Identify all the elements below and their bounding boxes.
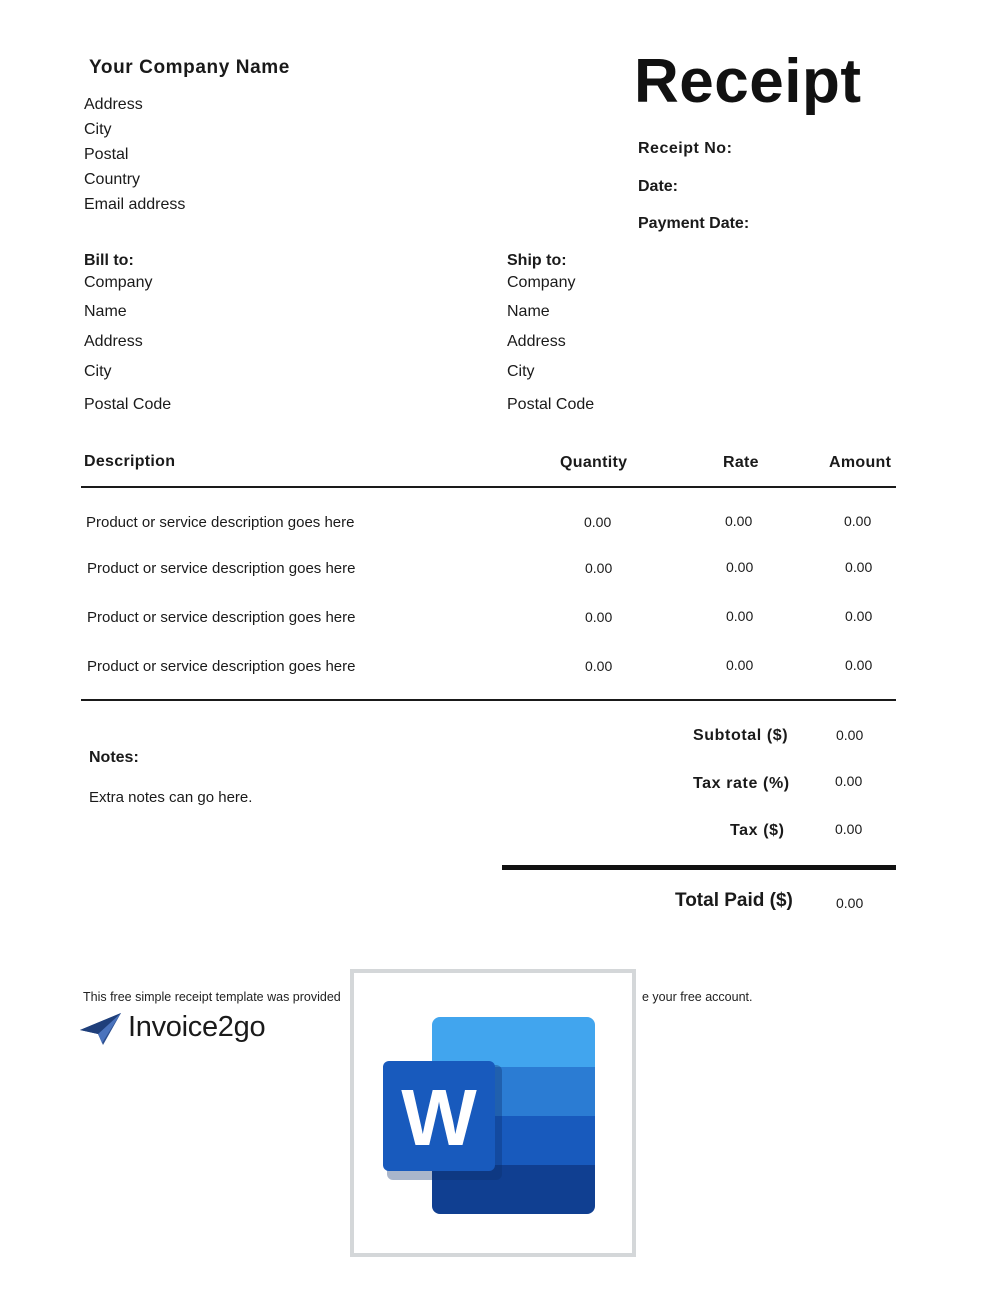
- company-country: Country: [84, 171, 141, 188]
- table-header-divider: [81, 486, 896, 488]
- word-letter: W: [401, 1073, 477, 1162]
- row-rate: 0.00: [726, 559, 754, 575]
- page-title: Receipt: [634, 47, 862, 116]
- tax-rate-value: 0.00: [835, 773, 863, 789]
- footer-text-left: This free simple receipt template was provided: [83, 990, 341, 1004]
- bill-to-name: Name: [84, 303, 127, 320]
- tax-value: 0.00: [835, 821, 863, 837]
- bill-to-address: Address: [84, 333, 143, 350]
- company-name: Your Company Name: [89, 57, 290, 78]
- ship-to-postal-code: Postal Code: [507, 396, 595, 413]
- tax-label: Tax ($): [730, 822, 785, 839]
- ship-to-company: Company: [507, 274, 576, 291]
- bill-to-heading: Bill to:: [84, 252, 134, 269]
- row-quantity: 0.00: [585, 609, 613, 625]
- column-header-amount: Amount: [829, 454, 892, 471]
- microsoft-word-icon: [354, 973, 632, 1253]
- row-quantity: 0.00: [584, 514, 612, 530]
- row-quantity: 0.00: [585, 560, 613, 576]
- notes-text: Extra notes can go here.: [89, 789, 253, 806]
- subtotal-label: Subtotal ($): [693, 727, 789, 744]
- ship-to-address: Address: [507, 333, 566, 350]
- word-icon-frame: [350, 969, 636, 1257]
- bill-to-city: City: [84, 363, 112, 380]
- paper-plane-icon: [80, 1012, 122, 1046]
- row-rate: 0.00: [726, 608, 754, 624]
- total-paid-value: 0.00: [836, 895, 864, 911]
- row-amount: 0.00: [845, 608, 873, 624]
- ship-to-heading: Ship to:: [507, 252, 567, 269]
- total-divider: [502, 865, 896, 870]
- bill-to-postal-code: Postal Code: [84, 396, 172, 413]
- payment-date-label: Payment Date:: [638, 215, 750, 232]
- company-address: Address: [84, 96, 143, 113]
- footer-text-right: e your free account.: [642, 990, 753, 1004]
- row-description: Product or service description goes here: [87, 609, 356, 626]
- company-email: Email address: [84, 196, 186, 213]
- company-city: City: [84, 121, 112, 138]
- row-quantity: 0.00: [585, 658, 613, 674]
- row-description: Product or service description goes here: [86, 514, 355, 531]
- row-description: Product or service description goes here: [87, 658, 356, 675]
- receipt-no-label: Receipt No:: [638, 140, 733, 157]
- row-rate: 0.00: [726, 657, 754, 673]
- ship-to-name: Name: [507, 303, 550, 320]
- column-header-quantity: Quantity: [560, 454, 628, 471]
- row-amount: 0.00: [845, 559, 873, 575]
- row-amount: 0.00: [844, 513, 872, 529]
- column-header-description: Description: [84, 453, 176, 470]
- tax-rate-label: Tax rate (%): [693, 775, 790, 792]
- row-rate: 0.00: [725, 513, 753, 529]
- row-amount: 0.00: [845, 657, 873, 673]
- date-label: Date:: [638, 178, 679, 195]
- ship-to-city: City: [507, 363, 535, 380]
- company-postal: Postal: [84, 146, 129, 163]
- row-description: Product or service description goes here: [87, 560, 356, 577]
- table-footer-divider: [81, 699, 896, 701]
- total-paid-label: Total Paid ($): [675, 890, 793, 911]
- notes-heading: Notes:: [89, 749, 139, 766]
- invoice2go-logo[interactable]: Invoice2go: [128, 1011, 266, 1043]
- subtotal-value: 0.00: [836, 727, 864, 743]
- bill-to-company: Company: [84, 274, 153, 291]
- column-header-rate: Rate: [723, 454, 759, 471]
